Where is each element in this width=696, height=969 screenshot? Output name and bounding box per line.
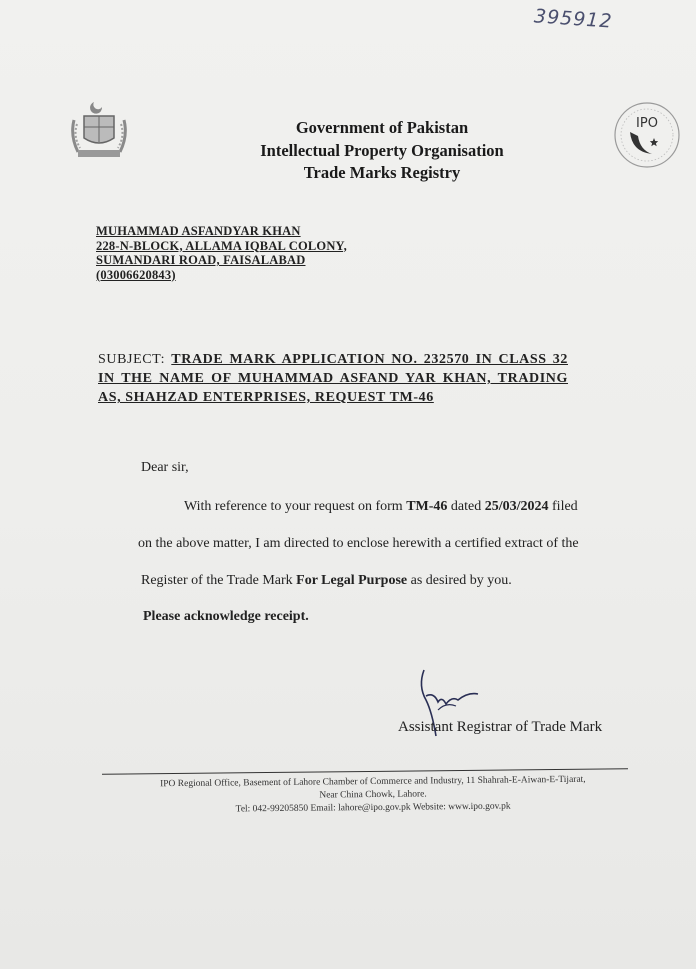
recipient-address-line2: SUMANDARI ROAD, FAISALABAD <box>96 253 306 267</box>
body-paragraph-line2: on the above matter, I am directed to enclose herewith a certified extract of the <box>138 536 579 551</box>
salutation: Dear sir, <box>141 460 189 475</box>
recipient-name: MUHAMMAD ASFANDYAR KHAN <box>96 224 301 238</box>
body-text: With reference to your request on form <box>184 499 407 514</box>
recipient-phone: (03006620843) <box>96 267 176 282</box>
body-text: Register of the Trade Mark <box>141 573 297 588</box>
footer-address-line2: Near China Chowk, Lahore. <box>319 789 427 801</box>
header-organisation: Intellectual Property Organisation <box>260 140 504 160</box>
subject-text: TRADE MARK APPLICATION NO. 232570 IN CLASS 32 IN THE NAME OF MUHAMMAD ASFAND YAR KHAN, TRADING AS, SHAHZAD ENTERPRISES, REQUEST TM-46 <box>98 352 568 405</box>
body-text: as desired by you. <box>407 573 512 588</box>
recipient-address <box>96 224 347 282</box>
request-date: 25/03/2024 <box>484 499 549 514</box>
subject-block <box>98 350 568 407</box>
footer-address: IPO Regional Office, Basement of Lahore Chamber of Commerce and Industry, 11 Shahrah-E-Aiwan-E-Tijarat, <box>160 774 586 790</box>
ipo-logo-text: IPO <box>636 116 658 131</box>
body-paragraph-line1 <box>184 498 578 516</box>
recipient-address-line1: 228-N-BLOCK, ALLAMA IQBAL COLONY, <box>96 238 347 253</box>
subject-label: SUBJECT: <box>98 352 166 367</box>
body-text: dated <box>447 499 485 514</box>
signatory-title: Assistant Registrar of Trade Mark <box>398 719 603 735</box>
acknowledge-line: Please acknowledge receipt. <box>143 609 309 624</box>
letterhead <box>200 117 564 185</box>
state-emblem-icon <box>64 96 134 166</box>
body-text: filed <box>548 499 578 514</box>
header-government: Government of Pakistan <box>295 118 469 137</box>
footer <box>108 773 638 818</box>
header-registry: Trade Marks Registry <box>303 163 461 182</box>
form-number: TM-46 <box>406 499 448 514</box>
handwritten-number: 395912 <box>533 5 614 33</box>
body-paragraph-line3 <box>141 572 512 590</box>
ipo-logo-icon <box>612 100 682 170</box>
legal-purpose: For Legal Purpose <box>296 573 408 588</box>
footer-contact: Tel: 042-99205850 Email: lahore@ipo.gov.pk Website: www.ipo.gov.pk <box>235 801 511 815</box>
